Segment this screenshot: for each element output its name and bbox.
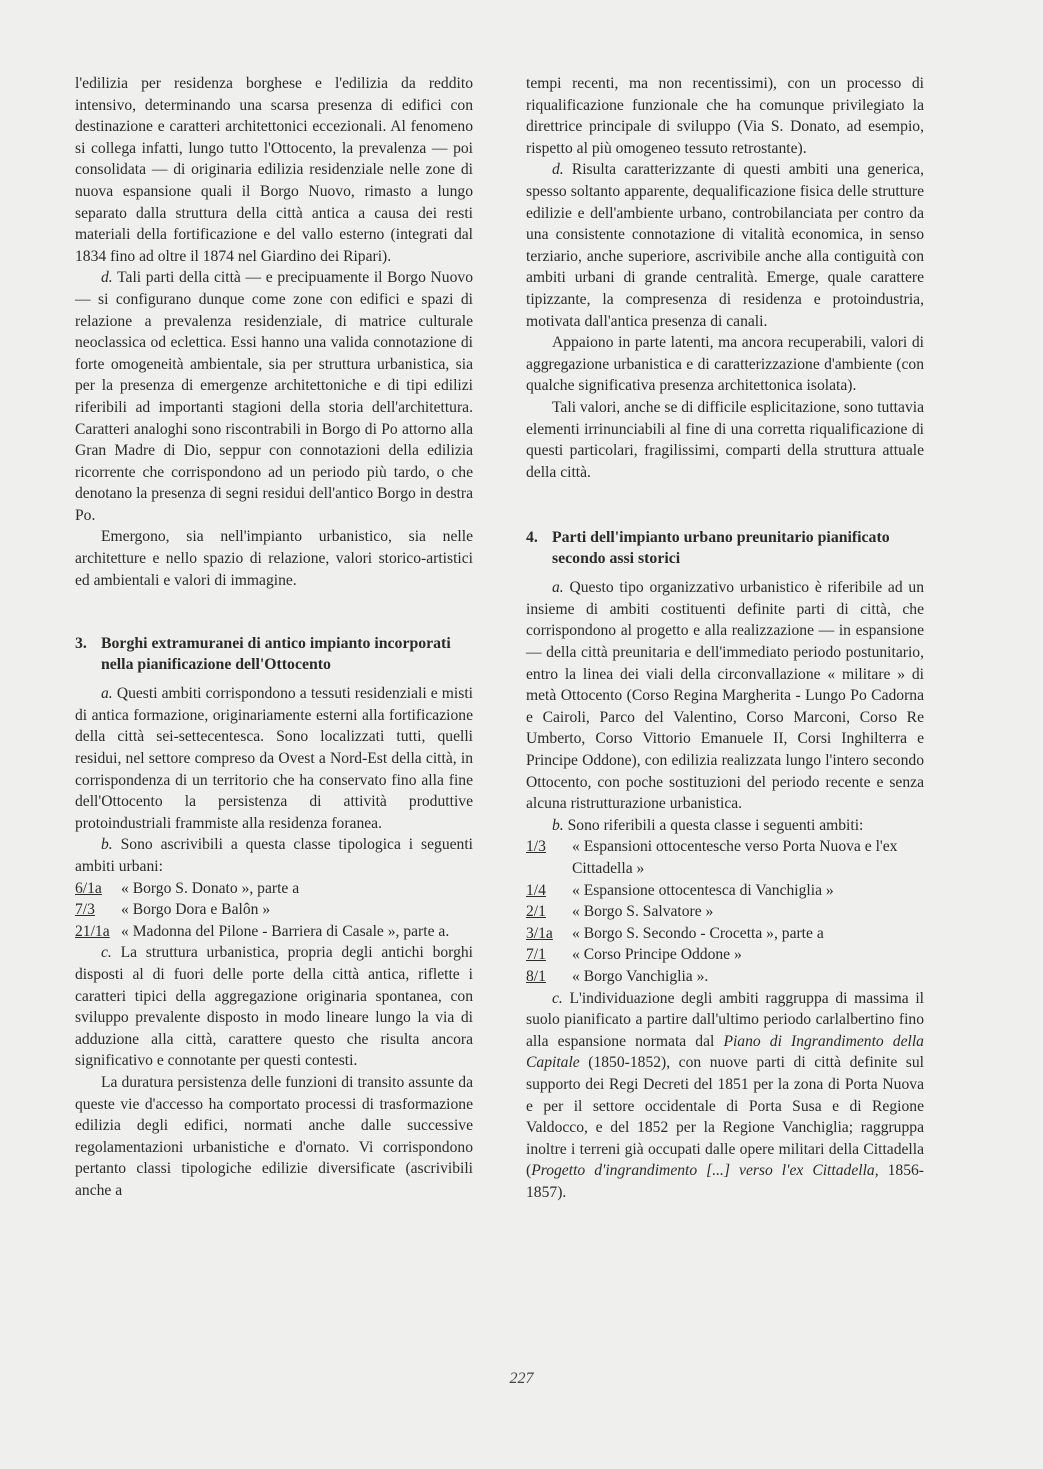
paragraph-text: L'individuazione degli ambiti raggruppa di massima il suolo pianificato a partire dall'ultimo periodo carlalbertino fino alla espansione normata dal [526,989,924,1050]
item-letter: c. [552,989,563,1007]
paragraph-text: La struttura urbanistica, propria degli antichi borghi disposti al di fuori delle porte della città antica, riflette i caratteri tipici della aggregazione originaria spontanea, con sviluppo prevalente disposto in modo lineare lungo la via di adduzione alla città, carattere questo che risulta ancora significativo e connotante per questi contesti. [75,944,473,1070]
section-number: 3. [75,635,87,653]
left-column [75,73,473,1202]
list-item [526,923,924,945]
ambiti-list [526,836,924,987]
section-title: Borghi extramuranei di antico impianto incorporati nella pianificazione dell'Ottocento [101,635,451,674]
paragraph [526,815,924,837]
paragraph: tempi recenti, ma non recentissimi), con un processo di riqualificazione funzionale che ha comunque privilegiato la direttrice principale di sviluppo (Via S. Donato, ad esempio, rispetto al più omogeneo tessuto retrostante). [526,75,924,157]
ambito-code: 7/3 [75,901,95,919]
paragraph [526,577,924,815]
ambiti-list [75,878,473,943]
item-letter: b. [101,836,113,854]
work-title: Piano di Ingrandimento della Capitale [526,1032,924,1072]
ambito-name: « Espansione ottocentesca di Vanchiglia » [572,881,834,899]
paragraph-text: Questo tipo organizzativo urbanistico è riferibile ad un insieme di ambiti costituenti definite parti di città, che corrispondono al progetto e alla realizzazione — in espansione — della città preunitaria e dell'immediato periodo postunitario, entro la linea dei viali della circonvallazione « militare » di metà Ottocento (Corso Regina Margherita - Lungo Po Cadorna e Cairoli, Parco del Valentino, Corso Marconi, Corso Re Umberto, Corso Vittorio Emanuele II, Corsi Inghilterra e Principe Oddone), con edilizia realizzata lungo l'intero secondo Ottocento, con poche sostituzioni del periodo recente e senza alcuna ristrutturazione urbanistica. [526,579,924,813]
list-item [526,944,924,966]
paragraph-text: Risulta caratterizzante di questi ambiti una generica, spesso soltanto apparente, dequalificazione fisica delle strutture edilizie e dell'ambiente urbano, controbilanciata per contro da una consistente connotazione di vitalità economica, in senso terziario, anche superiore, ascrivibile anche alla contiguità con ambiti urbani di grande centralità. Emerge, quale carattere tipizzante, la compresenza di residenza e protoindustria, motivata dall'antica presenza di canali. [526,161,924,330]
ambito-code: 21/1a [75,922,110,940]
paragraph-text: Tali parti della città — e precipuamente il Borgo Nuovo — si configurano dunque come zone con edifici e spazi di relazione a prevalenza residenziale, di matrice culturale neoclassica od eclettica. Essi hanno una valida connotazione di forte omogeneità ambientale, sia per struttura urbanistica, sia per la presenza di emergenze architettoniche e di tipi edilizi riferibili ad importanti stagioni della storia dell'architettura. Caratteri analoghi sono riscontrabili in Borgo di Po attorno alla Gran Madre di Dio, seppur con connotazioni della edilizia ricorrente che corrispondono ad un periodo più tardo, o che denotano la presenza di segni residui dell'antico Borgo in destra Po. [75,269,473,524]
paragraph: l'edilizia per residenza borghese e l'edilizia da reddito intensivo, determinando una scarsa presenza di edifici con destinazione e caratteri architettonici eccezionali. Al fenomeno si collega infatti, lungo tutto l'Ottocento, la prevalenza — poi consolidata — di originaria edilizia residenziale nelle zone di nuova espansione quali il Borgo Nuovo, rimasto a lungo separato dalla struttura della città antica a causa dei resti materiali della fortificazione e del vallo esterno (integrati dal 1834 fino ad oltre il 1874 nel Giardino dei Ripari). [75,75,473,265]
list-item [526,966,924,988]
ambito-name: « Borgo Vanchiglia ». [572,967,709,985]
ambito-name: « Espansioni ottocentesche verso Porta Nuova e l'ex Cittadella » [572,838,898,877]
ambito-name: « Corso Principe Oddone » [572,946,742,964]
paragraph [75,683,473,834]
paragraph-text: (1850-1852), con nuove parti di città definite sul supporto dei Regi Decreti del 1851 per la zona di Porta Nuova e per il settore occidentale di Porta Susa e di Regione Valdocco, e del 1852 per la Regione Vanchiglia; raggruppa inoltre i terreni già occupati dalle opere militari della Cittadella ( [526,1054,924,1180]
ambito-code: 3/1a [526,924,553,942]
item-letter: b. [552,816,564,834]
paragraph-text: Questi ambiti corrispondono a tessuti residenziali e misti di antica formazione, originariamente esterni alla fortificazione della città sei-settecentesca. Sono localizzati tutti, quelli residui, nel settore compreso da Ovest a Nord-Est della città, in corrispondenza di un territorio che ha conservato fino alla fine dell'Ottocento la persistenza di attività produttive protoindustriali frammiste alla residenza foranea. [75,685,473,832]
section-number: 4. [526,529,538,547]
list-item [75,921,473,943]
list-item [75,878,473,900]
paragraph [75,834,473,877]
page-number: 227 [509,1370,534,1387]
work-title: Progetto d'ingrandimento [...] verso l'ex Cittadella, [531,1162,879,1180]
item-letter: d. [552,161,564,179]
list-item [526,880,924,902]
item-letter: a. [101,685,113,703]
ambito-name: « Borgo S. Donato », parte a [121,879,300,897]
ambito-name: « Madonna del Pilone - Barriera di Casale », parte a. [121,922,450,940]
paragraph [75,942,473,1072]
ambito-code: 8/1 [526,967,546,985]
paragraph [526,159,924,332]
ambito-code: 7/1 [526,946,546,964]
section-title: Parti dell'impianto urbano preunitario pianificato secondo assi storici [552,529,890,568]
paragraph: Emergono, sia nell'impianto urbanistico, sia nelle architetture e nello spazio di relazione, valori storico-artistici ed ambientali e valori di immagine. [75,528,473,589]
item-letter: c. [101,944,112,962]
ambito-name: « Borgo S. Salvatore » [572,903,714,921]
list-item [526,901,924,923]
list-item [75,899,473,921]
item-letter: a. [552,579,564,597]
ambito-code: 2/1 [526,903,546,921]
paragraph [526,988,924,1204]
paragraph: Tali valori, anche se di difficile esplicitazione, sono tuttavia elementi irrinunciabili al fine di una corretta riqualificazione di questi particolari, fragilissimi, comparti della struttura attuale della città. [526,398,924,481]
ambito-code: 6/1a [75,879,102,897]
list-item [526,836,924,879]
paragraph [75,267,473,526]
section-heading-3 [75,633,473,675]
ambito-name: « Borgo Dora e Balôn » [121,901,271,919]
paragraph-text: Sono riferibili a questa classe i seguenti ambiti: [563,816,864,834]
paragraph-text: 1856-1857). [526,1162,925,1201]
paragraph: La duratura persistenza delle funzioni di transito assunte da queste vie d'accesso ha comportato processi di trasformazione edilizia degli edifici, normati anche dalle successive regolamentazioni urbanistiche e d'ornato. Vi corrispondono pertanto classi tipologiche edilizie diversificate (ascrivibili anche a [75,1073,473,1199]
right-column [526,73,924,1204]
section-heading-4 [526,527,924,569]
paragraph: Appaiono in parte latenti, ma ancora recuperabili, valori di aggregazione urbanistica e di caratterizzazione d'ambiente (con qualche significativa presenza architettonica isolata). [526,334,924,395]
ambito-code: 1/3 [526,838,546,856]
ambito-name: « Borgo S. Secondo - Crocetta », parte a [572,924,824,942]
paragraph-text: Sono ascrivibili a questa classe tipologica i seguenti ambiti urbani: [75,836,473,875]
item-letter: d. [101,269,113,287]
ambito-code: 1/4 [526,881,546,899]
